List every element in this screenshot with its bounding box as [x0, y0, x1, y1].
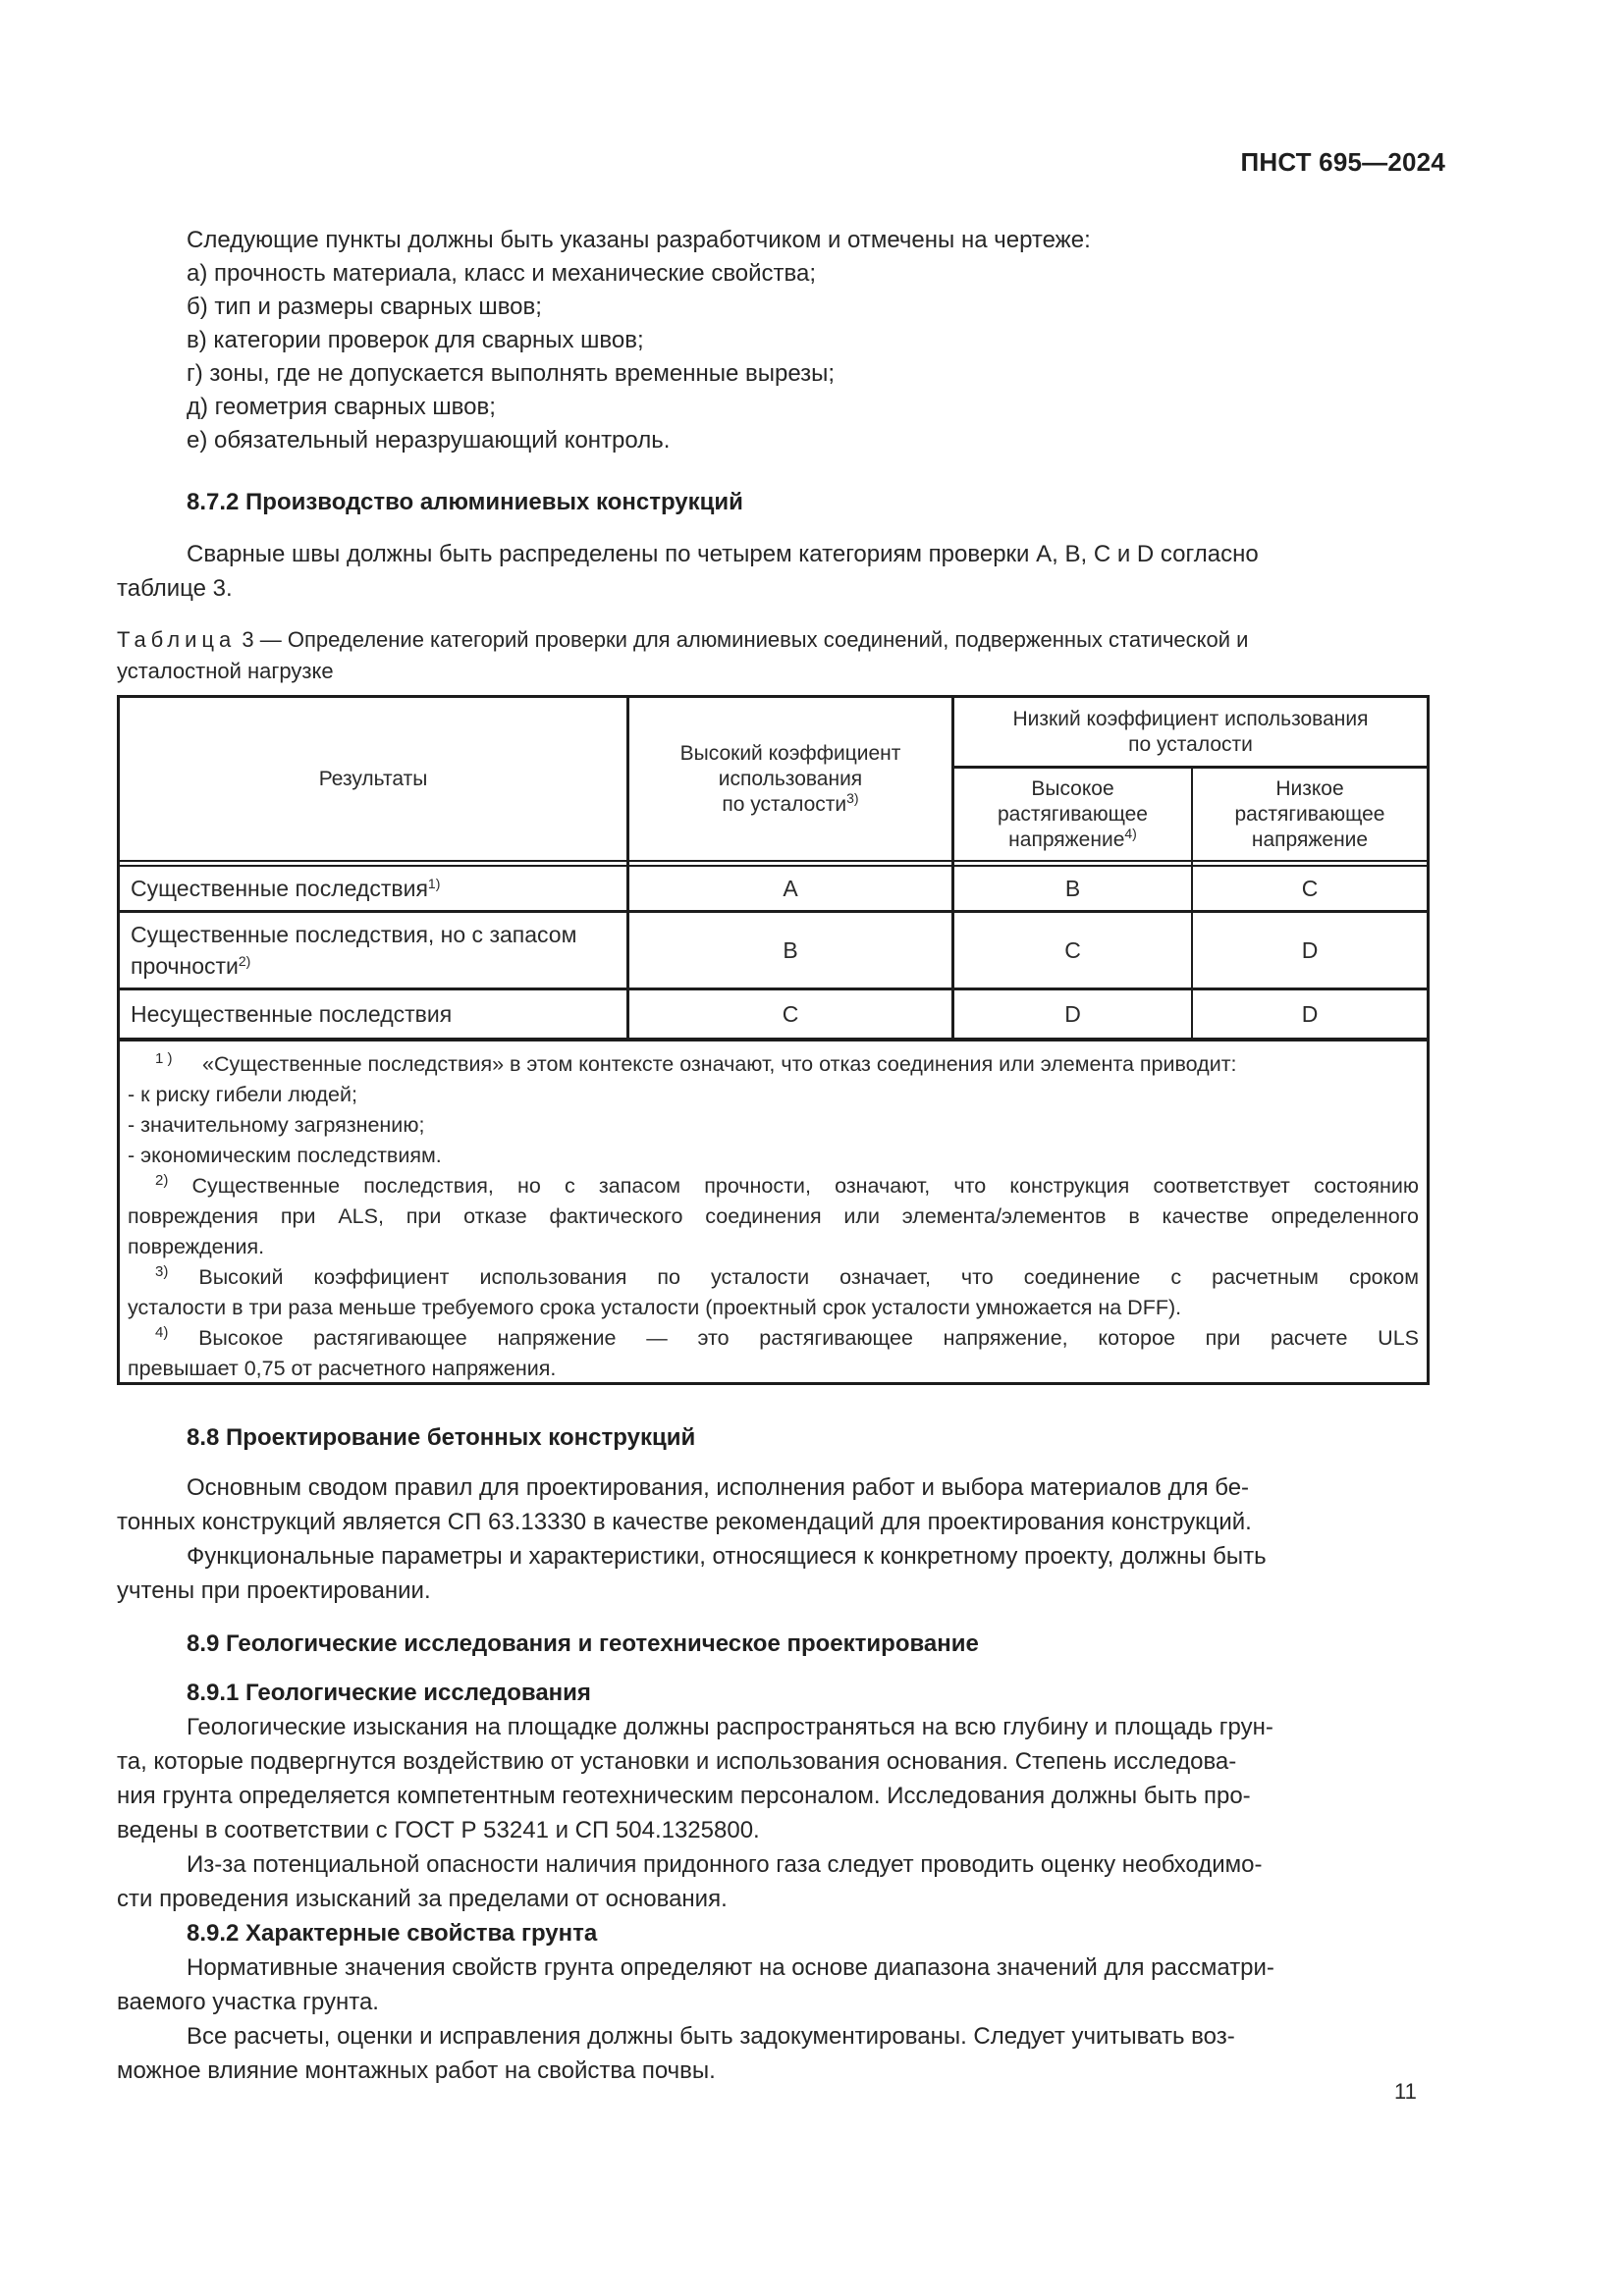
paragraph-line: Все расчеты, оценки и исправления должны быть задокументированы. Следует учитывать воз- [187, 2023, 1235, 2050]
list-item: е) обязательный неразрушающий контроль. [187, 427, 671, 454]
list-item: б) тип и размеры сварных швов; [187, 294, 542, 320]
table-caption-text: 3 — Определение категорий проверки для алюминиевых соединений, подверженных статической и [236, 627, 1249, 652]
list-item: в) категории проверок для сварных швов; [187, 327, 644, 353]
table-cell: D [1301, 937, 1319, 963]
footnote-ref: 4) [1124, 825, 1137, 841]
paragraph-line: Сварные швы должны быть распределены по четырем категориям проверки A, B, C и D согласно [187, 541, 1259, 567]
table-cell: C [782, 1001, 799, 1027]
table-cell: D [1301, 1001, 1319, 1027]
header-high-fatigue: Высокий коэффициент использования по усталости$^{3)}$ [679, 741, 901, 816]
paragraph-line: Геологические изыскания на площадке должны распространяться на всю глубину и площадь грун- [187, 1714, 1273, 1740]
paragraph-line: можное влияние монтажных работ на свойства почвы. [117, 2057, 716, 2084]
list-item: г) зоны, где не допускается выполнять временные вырезы; [187, 360, 836, 387]
footnote-2-line: повреждения. [128, 1235, 265, 1258]
footnote-1: 1 ) «Существенные последствия» в этом контексте означают, что отказ соединения или элемента приводит: [155, 1050, 1237, 1076]
table-cell: C [1301, 876, 1319, 901]
document-id: ПНСТ 695—2024 [1240, 147, 1445, 177]
paragraph-line: Функциональные параметры и характеристики, относящиеся к конкретному проекту, должны быть [187, 1543, 1267, 1570]
footnote-ref: 2) [238, 953, 251, 969]
paragraph-line: таблице 3. [117, 575, 233, 602]
paragraph-line: Нормативные значения свойств грунта определяют на основе диапазона значений для рассматри- [187, 1954, 1274, 1981]
section-heading-8-9: 8.9 Геологические исследования и геотехническое проектирование [187, 1630, 979, 1657]
table-row-label: Существенные последствия$^{1)}$ [131, 876, 441, 901]
table-divider [117, 860, 1430, 862]
footnote-bullet: - экономическим последствиям. [128, 1144, 442, 1167]
table-row-label: Несущественные последствия [131, 1001, 453, 1027]
list-item: а) прочность материала, класс и механические свойства; [187, 260, 817, 287]
section-heading-8-9-1: 8.9.1 Геологические исследования [187, 1680, 591, 1706]
paragraph-line: ваемого участка грунта. [117, 1989, 379, 2015]
footnote-bullet: - к риску гибели людей; [128, 1083, 357, 1106]
section-heading-8-9-2: 8.9.2 Характерные свойства грунта [187, 1920, 598, 1947]
header-low-tensile: Низкое растягивающее напряжение [1234, 776, 1385, 851]
header-low-fatigue: Низкий коэффициент использования по усталости [1012, 707, 1369, 756]
paragraph-line: ния грунта определяется компетентным геотехническим персоналом. Исследования должны быть про- [117, 1783, 1251, 1809]
footnote-3-line: усталости в три раза меньше требуемого срока усталости (проектный срок усталости умножается на DFF). [128, 1296, 1182, 1319]
table-3 [117, 695, 1430, 1385]
footnote-2: $^{2)}$ Существенные последствия, но с запасом прочности, означают, что конструкция соответствует состоянию [155, 1172, 1419, 1198]
page-number: 11 [1394, 2079, 1417, 2104]
table-cell: B [1064, 876, 1081, 901]
table-caption-label: Таблица [117, 627, 237, 652]
header-high-tensile: Высокое растягивающее напряжение$^{4)}$ [998, 776, 1148, 851]
paragraph-line: Основным сводом правил для проектирования, исполнения работ и выбора материалов для бе- [187, 1474, 1250, 1501]
table-cell: D [1064, 1001, 1081, 1027]
paragraph-line: сти проведения изысканий за пределами от основания. [117, 1886, 728, 1912]
section-heading-8-7-2: 8.7.2 Производство алюминиевых конструкций [187, 489, 743, 515]
table-divider [117, 1038, 1430, 1041]
footnote-4: $^{4)}$ Высокое растягивающее напряжение — это растягивающее напряжение, которое при расчете ULS [155, 1324, 1419, 1350]
header-results: Результаты [318, 767, 428, 790]
paragraph-line: тонных конструкций является СП 63.13330 в качестве рекомендаций для проектирования конструкций. [117, 1509, 1252, 1535]
footnote-bullet: - значительному загрязнению; [128, 1113, 425, 1137]
paragraph-line: учтены при проектировании. [117, 1577, 431, 1604]
table-cell: B [783, 937, 798, 963]
table-row-label: Существенные последствия, но с запасом прочности$^{2)}$ [131, 922, 577, 979]
footnote-3: $^{3)}$ Высокий коэффициент использования по усталости означает, что соединение с расчетным сроком [155, 1263, 1419, 1289]
table-caption-line2: усталостной нагрузке [117, 659, 334, 683]
table-caption [117, 624, 1248, 656]
footnote-4-line: превышает 0,75 от расчетного напряжения. [128, 1357, 557, 1380]
footnote-2-line: повреждения при ALS, при отказе фактического соединения или элемента/элементов в качестве определенного [128, 1204, 1419, 1228]
intro-lead: Следующие пункты должны быть указаны разработчиком и отмечены на чертеже: [187, 227, 1091, 253]
footnote-ref: 1) [427, 876, 441, 891]
table-footnotes [128, 1043, 1419, 1384]
table-cell: C [1064, 937, 1081, 963]
footnote-ref: 3) [846, 789, 859, 806]
table-cell: A [783, 876, 798, 901]
list-item: д) геометрия сварных швов; [187, 394, 496, 420]
paragraph-line: Из-за потенциальной опасности наличия придонного газа следует проводить оценку необходимо- [187, 1851, 1263, 1878]
section-heading-8-8: 8.8 Проектирование бетонных конструкций [187, 1424, 696, 1451]
paragraph-line: та, которые подвергнутся воздействию от установки и использования основания. Степень исследова- [117, 1748, 1237, 1775]
paragraph-line: ведены в соответствии с ГОСТ Р 53241 и СП 504.1325800. [117, 1817, 760, 1843]
